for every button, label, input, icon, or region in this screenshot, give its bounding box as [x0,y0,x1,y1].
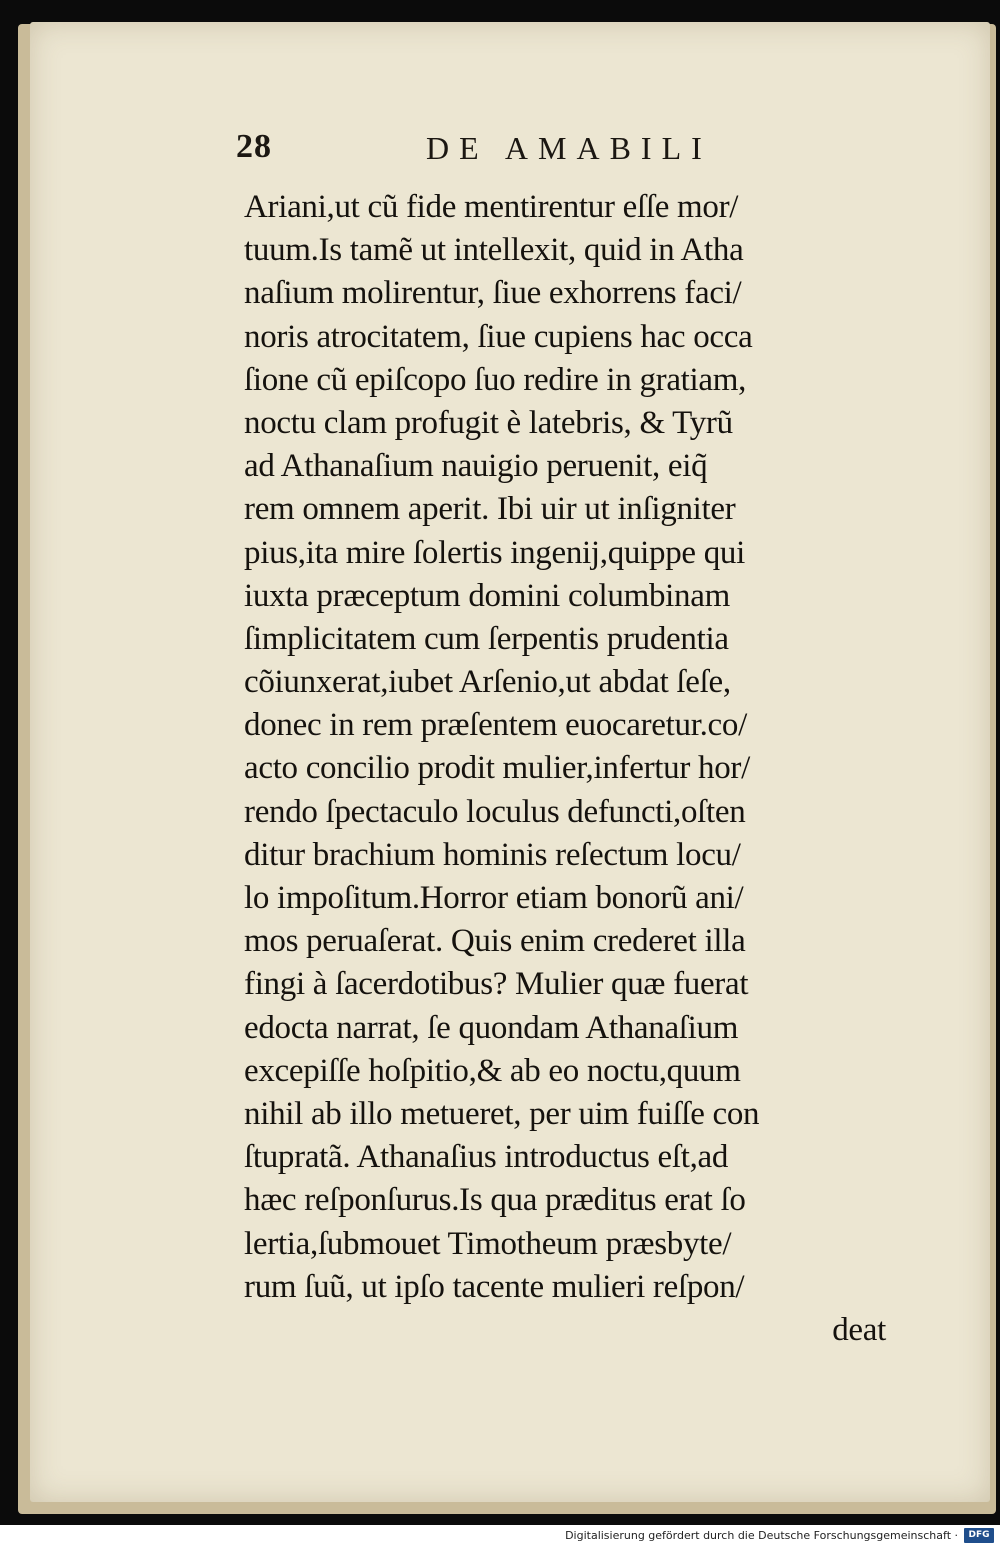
text-line: mos peruaſerat. Quis enim crederet illa [244,923,746,960]
catchword: deat [832,1311,886,1348]
text-line: acto concilio prodit mulier,infertur hor/ [244,750,750,787]
running-head [236,128,736,178]
text-line: ſimplicitatem cum ſerpentis prudentia [244,620,729,657]
text-line: iuxta præceptum domini columbinam [244,577,730,614]
text-line: fingi à ſacerdotibus? Mulier quæ fuerat [244,966,749,1003]
text-line: ad Athanaſium nauigio peruenit, eiq̃ [244,448,708,485]
text-line: noctu clam profugit è latebris, & Tyrũ [244,404,733,441]
page-number: 28 [236,128,272,165]
dfg-logo-icon: DFG [964,1528,994,1543]
funding-credit: Digitalisierung gefördert durch die Deutsche Forschungsgemeinschaft · [565,1529,958,1542]
running-title: DE AMABILI [426,130,712,166]
text-line: nihil ab illo metueret, per uim fuiſſe con [244,1095,760,1132]
text-line: pius,ita mire ſolertis ingenij,quippe qui [244,534,745,571]
text-line: lo impoſitum.Horror etiam bonorũ ani/ [244,880,744,916]
text-line: edocta narrat, ſe quondam Athanaſium [244,1009,739,1046]
text-line: donec in rem præſentem euocaretur.co/ [244,707,747,744]
text-line: excepiſſe hoſpitio,& ab eo noctu,quum [244,1052,741,1089]
text-block [244,186,894,1352]
text-line: Ariani,ut cũ fide mentirentur eſſe mor/ [244,189,739,225]
footer-bar [0,1525,1000,1547]
text-line: rem omnem aperit. Ibi uir ut inſigniter [244,491,736,528]
text-line: lertia,ſubmouet Timotheum præsbyte/ [244,1225,732,1262]
text-line: hæc reſponſurus.Is qua præditus erat ſo [244,1182,746,1219]
text-line: ſione cũ epiſcopo ſuo redire in gratiam, [244,361,747,398]
text-line: ditur brachium hominis reſectum locu/ [244,836,741,873]
text-line: rum ſuũ, ut ipſo tacente mulieri reſpon/ [244,1268,745,1305]
text-line: ſtupratã. Athanaſius introductus eſt,ad [244,1139,729,1176]
text-line: tuum.Is tamẽ ut intellexit, quid in Atha [244,232,744,269]
text-line: rendo ſpectaculo loculus defuncti,oſten [244,793,746,830]
text-line: noris atrocitatem, ſiue cupiens hac occa [244,318,753,355]
text-line: naſium molirentur, ſiue exhorrens faci/ [244,275,742,312]
text-line: cõiunxerat,iubet Arſenio,ut abdat ſeſe, [244,664,731,701]
